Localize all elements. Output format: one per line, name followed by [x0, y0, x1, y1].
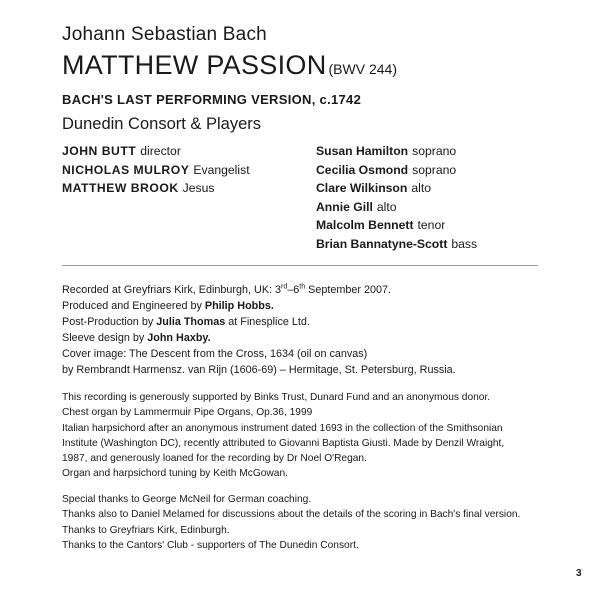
performer-name: Malcolm Bennett: [316, 218, 414, 233]
credit-row: [316, 198, 477, 217]
performer-role: soprano: [412, 144, 457, 158]
cover-image-credit: by Rembrandt Harmensz. van Rijn (1606-69) – Hermitage, St. Petersburg, Russia.: [62, 364, 456, 376]
performer-name: Cecilia Osmond: [316, 162, 409, 177]
performer-name: Clare Wilkinson: [316, 181, 408, 196]
support-line: This recording is generously supported by Binks Trust, Dunard Fund and an anonymous donor.: [62, 392, 491, 403]
credit-row: [62, 142, 250, 161]
credit-row: [62, 179, 250, 198]
credit-row: [316, 179, 477, 198]
support-line: Chest organ by Lammermuir Pipe Organs, Op.36, 1999: [62, 407, 313, 419]
support-line: 1987, and generously loaned for the recording by Dr Noel O'Regan.: [62, 453, 367, 465]
performer-name: Susan Hamilton: [316, 144, 409, 158]
performer-role: alto: [376, 199, 397, 214]
performer-role: Jesus: [182, 181, 215, 196]
page-number: 3: [576, 568, 582, 579]
credit-row: [316, 235, 477, 254]
postproduction-credit: Post-Production by Julia Thomas at Finesplice Ltd.: [62, 316, 310, 328]
performer-role: alto: [411, 181, 431, 196]
credit-row: [316, 142, 477, 161]
performer-name: MATTHEW BROOK: [62, 181, 179, 196]
producer-credit: Produced and Engineered by Philip Hobbs.: [62, 300, 274, 312]
performer-name: Annie Gill: [316, 199, 373, 214]
principal-credits: [62, 142, 250, 198]
recording-details: [62, 282, 542, 378]
performer-role: director: [140, 144, 181, 158]
support-line: Italian harpsichord after an anonymous instrument dated 1693 in the collection of the Smithsonian: [62, 422, 503, 434]
credit-row: [62, 161, 250, 180]
credit-row: [316, 161, 477, 180]
version-subtitle: BACH'S LAST PERFORMING VERSION, c.1742: [62, 92, 362, 107]
soloist-credits: [316, 142, 477, 254]
performer-name: Brian Bannatyne-Scott: [316, 236, 448, 251]
performer-name: NICHOLAS MULROY: [62, 162, 190, 177]
sleeve-credit: Sleeve design by John Haxby.: [62, 332, 211, 344]
performer-role: Evangelist: [193, 162, 250, 177]
support-notes: [62, 390, 542, 482]
credit-row: [316, 216, 477, 235]
thanks-line: Thanks to the Cantors' Club - supporters of The Dunedin Consort.: [62, 539, 359, 551]
performer-role: soprano: [412, 162, 457, 177]
performer-role: tenor: [417, 218, 446, 233]
thanks-line: Thanks to Greyfriars Kirk, Edinburgh.: [62, 524, 230, 536]
performer-role: bass: [451, 236, 478, 251]
recording-location: Recorded at Greyfriars Kirk, Edinburgh, UK: 3rd–6th September 2007.: [62, 283, 391, 296]
work-heading: [62, 50, 397, 81]
composer-name: Johann Sebastian Bach: [62, 24, 267, 45]
cover-image-credit: Cover image: The Descent from the Cross, 1634 (oil on canvas): [62, 348, 368, 360]
catalogue-number: (BWV 244): [328, 61, 397, 77]
acknowledgements: [62, 492, 542, 553]
thanks-line: Special thanks to George McNeil for German coaching.: [62, 494, 312, 505]
ensemble-name: Dunedin Consort & Players: [62, 115, 262, 133]
section-divider: [62, 265, 538, 266]
work-title: MATTHEW PASSION: [62, 50, 327, 80]
support-line: Organ and harpsichord tuning by Keith McGowan.: [62, 468, 288, 480]
thanks-line: Thanks also to Daniel Melamed for discussions about the details of the scoring in Bach's final version.: [62, 509, 521, 521]
performer-name: JOHN BUTT: [62, 144, 137, 158]
support-line: Institute (Washington DC), recently attributed to Giovanni Baptista Giusti. Made by Denzil Wraight,: [62, 437, 505, 449]
